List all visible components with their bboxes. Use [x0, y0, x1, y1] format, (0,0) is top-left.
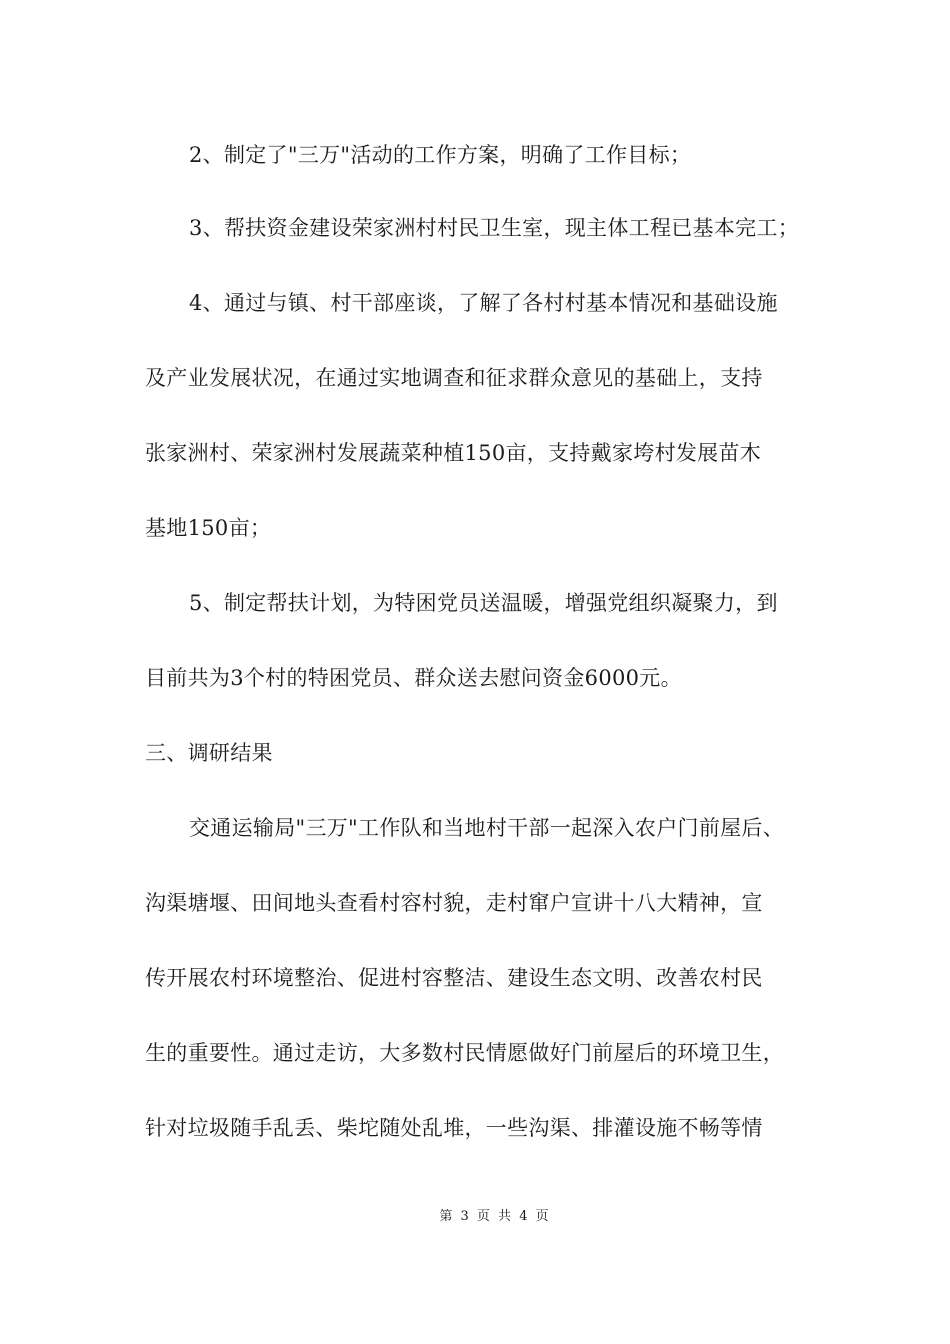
- paragraph-line: 目前共为3个村的特困党员、群众送去慰问资金6000元。: [145, 666, 682, 690]
- paragraph-line: 3、帮扶资金建设荣家洲村村民卫生室，现主体工程已基本完工；: [189, 216, 800, 240]
- paragraph-line: 交通运输局"三万"工作队和当地村干部一起深入农户门前屋后、: [189, 816, 785, 840]
- paragraph-line: 基地150亩；: [145, 516, 272, 540]
- paragraph-line: 传开展农村环境整治、促进村容整洁、建设生态文明、改善农村民: [145, 966, 763, 990]
- paragraph-line: 2、制定了"三万"活动的工作方案，明确了工作目标；: [189, 143, 692, 167]
- page-number-footer: 第 3 页 共 4 页: [439, 1209, 551, 1224]
- paragraph-line: 张家洲村、荣家洲村发展蔬菜种植150亩，支持戴家垮村发展苗木: [145, 441, 762, 465]
- paragraph-line: 针对垃圾随手乱丢、柴坨随处乱堆，一些沟渠、排灌设施不畅等情: [145, 1116, 763, 1140]
- paragraph-line: 5、制定帮扶计划，为特困党员送温暖，增强党组织凝聚力，到: [189, 591, 778, 615]
- paragraph-line: 及产业发展状况，在通过实地调查和征求群众意见的基础上，支持: [145, 366, 763, 390]
- paragraph-line: 4、通过与镇、村干部座谈，了解了各村村基本情况和基础设施: [189, 291, 778, 315]
- paragraph-line: 沟渠塘堰、田间地头查看村容村貌，走村窜户宣讲十八大精神，宣: [145, 891, 763, 915]
- section-heading: 三、调研结果: [145, 741, 273, 765]
- paragraph-line: 生的重要性。通过走访，大多数村民情愿做好门前屋后的环境卫生，: [145, 1041, 784, 1065]
